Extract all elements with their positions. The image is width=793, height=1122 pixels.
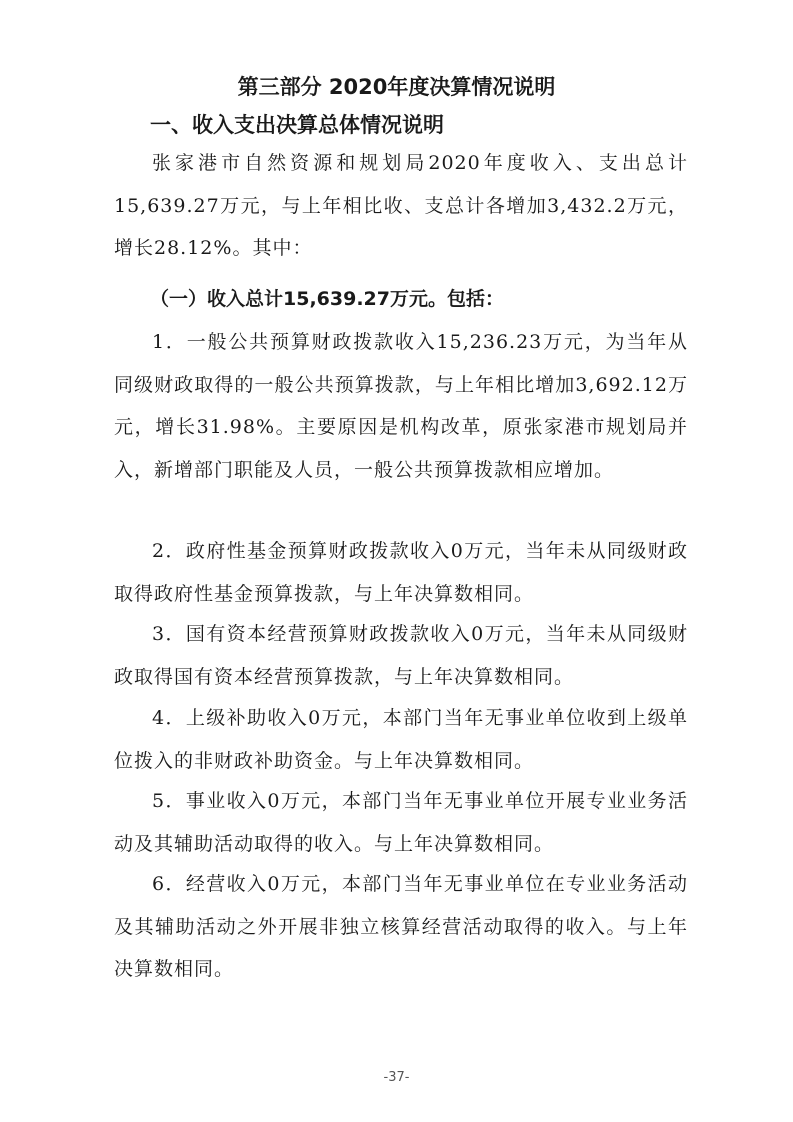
income-item-3: 3．国有资本经营预算财政拨款收入0万元，当年未从同级财政取得国有资本经营预算拨款，与上年决算数相同。 bbox=[114, 623, 688, 688]
income-item-2: 2．政府性基金预算财政拨款收入0万元，当年未从同级财政取得政府性基金预算拨款，与上年决算数相同。 bbox=[114, 540, 688, 605]
income-item-6: 6．经营收入0万元，本部门当年无事业单位在专业业务活动及其辅助活动之外开展非独立核算经营活动取得的收入。与上年决算数相同。 bbox=[114, 873, 688, 980]
section-heading: 一、收入支出决算总体情况说明 bbox=[150, 113, 444, 137]
income-item-1: 1．一般公共预算财政拨款收入15,236.23万元，为当年从同级财政取得的一般公共预算拨款，与上年相比增加3,692.12万元，增长31.98%。主要原因是机构改革，原张家港市规划局并入，新增部门职能及人员，一般公共预算拨款相应增加。 bbox=[114, 331, 688, 481]
income-subheading: （一）收入总计15,639.27万元。包括： bbox=[150, 288, 504, 310]
page-number: -37- bbox=[383, 1070, 410, 1085]
page-title: 第三部分 2020年度决算情况说明 bbox=[237, 75, 556, 99]
income-item-5: 5．事业收入0万元，本部门当年无事业单位开展专业业务活动及其辅助活动取得的收入。与上年决算数相同。 bbox=[114, 790, 688, 855]
income-item-4: 4．上级补助收入0万元，本部门当年无事业单位收到上级单位拨入的非财政补助资金。与上年决算数相同。 bbox=[114, 707, 688, 772]
intro-paragraph: 张家港市自然资源和规划局2020年度收入、支出总计15,639.27万元，与上年相比收、支总计各增加3,432.2万元，增长28.12%。其中： bbox=[114, 152, 688, 259]
